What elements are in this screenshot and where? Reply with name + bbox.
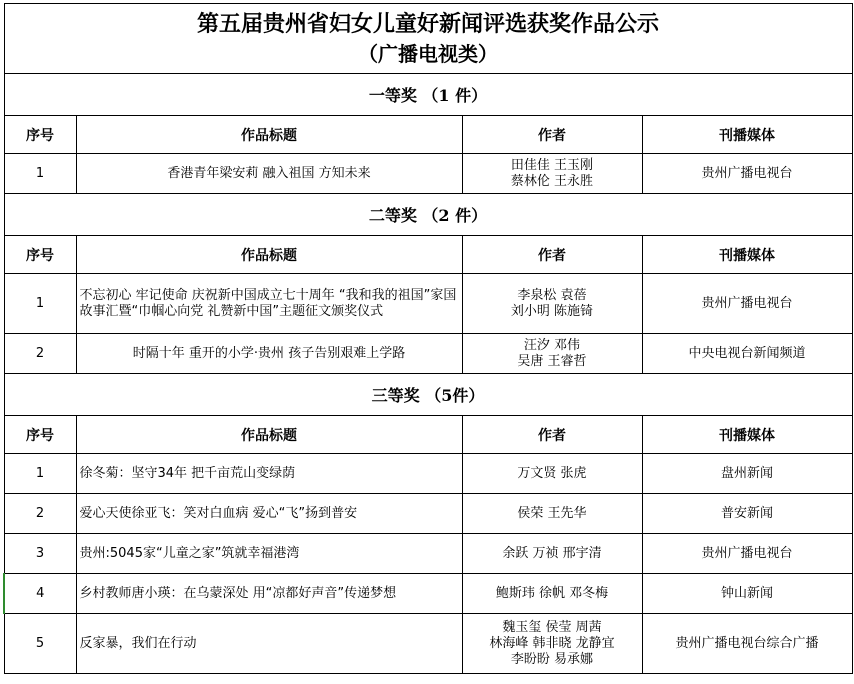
author-line: 李盼盼 易承娜: [510, 651, 594, 667]
author-line: 林海峰 韩非晓 龙静宜: [489, 635, 615, 651]
row-authors: [462, 274, 642, 334]
table-row: [4, 334, 852, 374]
row-title: 爱心天使徐亚飞：笑对白血病 爱心“飞”扬到普安: [76, 494, 462, 534]
section-heading-third: 三等奖 （5件）: [4, 374, 852, 416]
header-title: 作品标题: [76, 416, 462, 454]
section-heading-first: 一等奖 （1 件）: [4, 74, 852, 116]
row-authors: [462, 454, 642, 494]
table-row: [4, 574, 852, 614]
row-no: 2: [4, 334, 76, 374]
author-line: 汪汐 邓伟: [523, 337, 581, 353]
header-title: 作品标题: [76, 116, 462, 154]
header-media: 刊播媒体: [642, 236, 852, 274]
row-authors: [462, 574, 642, 614]
author-line: 蔡林伦 王永胜: [510, 173, 594, 189]
row-media: 钟山新闻: [642, 574, 852, 614]
author-line: 魏玉玺 侯莹 周茜: [502, 619, 602, 635]
table-row: [4, 274, 852, 334]
row-authors: [462, 154, 642, 194]
row-no: 1: [4, 454, 76, 494]
header-author: 作者: [462, 116, 642, 154]
table-row: [4, 614, 852, 674]
row-title: 不忘初心 牢记使命 庆祝新中国成立七十周年 “我和我的祖国”家国故事汇暨“巾帼心向党 礼赞新中国”主题征文颁奖仪式: [76, 274, 462, 334]
header-row: [4, 236, 852, 274]
row-no: 1: [4, 154, 76, 194]
section-heading-row: [4, 74, 852, 116]
author-line: 刘小明 陈施锜: [510, 303, 594, 319]
author-line: 吴唐 王睿哲: [517, 353, 587, 369]
row-media: 中央电视台新闻频道: [642, 334, 852, 374]
title-line2: （广播电视类）: [358, 41, 498, 66]
page-title: [4, 4, 852, 74]
row-title: 徐冬菊：坚守34年 把千亩荒山变绿荫: [76, 454, 462, 494]
header-row: [4, 416, 852, 454]
section-heading-row: [4, 374, 852, 416]
row-media: 盘州新闻: [642, 454, 852, 494]
awards-table: [3, 3, 853, 674]
row-title: 乡村教师唐小瑛：在乌蒙深处 用“凉都好声音”传递梦想: [76, 574, 462, 614]
header-title: 作品标题: [76, 236, 462, 274]
header-media: 刊播媒体: [642, 116, 852, 154]
row-media: 贵州广播电视台: [642, 154, 852, 194]
header-no: 序号: [4, 116, 76, 154]
row-media: 贵州广播电视台: [642, 534, 852, 574]
row-no: 5: [4, 614, 76, 674]
author-line: 鲍斯玮 徐帆 邓冬梅: [495, 585, 609, 601]
header-media: 刊播媒体: [642, 416, 852, 454]
row-title: 贵州:5045家“儿童之家”筑就幸福港湾: [76, 534, 462, 574]
row-media: 普安新闻: [642, 494, 852, 534]
row-no: 3: [4, 534, 76, 574]
author-line: 侯荣 王先华: [517, 505, 587, 521]
title-row: [4, 4, 852, 74]
row-media: 贵州广播电视台: [642, 274, 852, 334]
header-author: 作者: [462, 416, 642, 454]
table-row: [4, 454, 852, 494]
table-row: [4, 154, 852, 194]
row-authors: [462, 494, 642, 534]
row-authors: [462, 614, 642, 674]
row-no: 2: [4, 494, 76, 534]
header-no: 序号: [4, 416, 76, 454]
section-heading-second: 二等奖 （2 件）: [4, 194, 852, 236]
row-media: 贵州广播电视台综合广播: [642, 614, 852, 674]
row-no: 4: [4, 574, 76, 614]
author-line: 余跃 万祯 邢宇清: [502, 545, 602, 561]
row-authors: [462, 534, 642, 574]
header-author: 作者: [462, 236, 642, 274]
author-line: 田佳佳 王玉刚: [510, 157, 594, 173]
row-title: 时隔十年 重开的小学·贵州 孩子告别艰难上学路: [76, 334, 462, 374]
header-row: [4, 116, 852, 154]
table-row: [4, 494, 852, 534]
section-heading-row: [4, 194, 852, 236]
table-row: [4, 534, 852, 574]
row-no: 1: [4, 274, 76, 334]
row-title: 反家暴，我们在行动: [76, 614, 462, 674]
row-authors: [462, 334, 642, 374]
author-line: 万文贤 张虎: [517, 465, 587, 481]
title-line1: 第五届贵州省妇女儿童好新闻评选获奖作品公示: [197, 10, 660, 37]
author-line: 李泉松 袁蓓: [517, 287, 587, 303]
header-no: 序号: [4, 236, 76, 274]
row-title: 香港青年梁安莉 融入祖国 方知未来: [76, 154, 462, 194]
